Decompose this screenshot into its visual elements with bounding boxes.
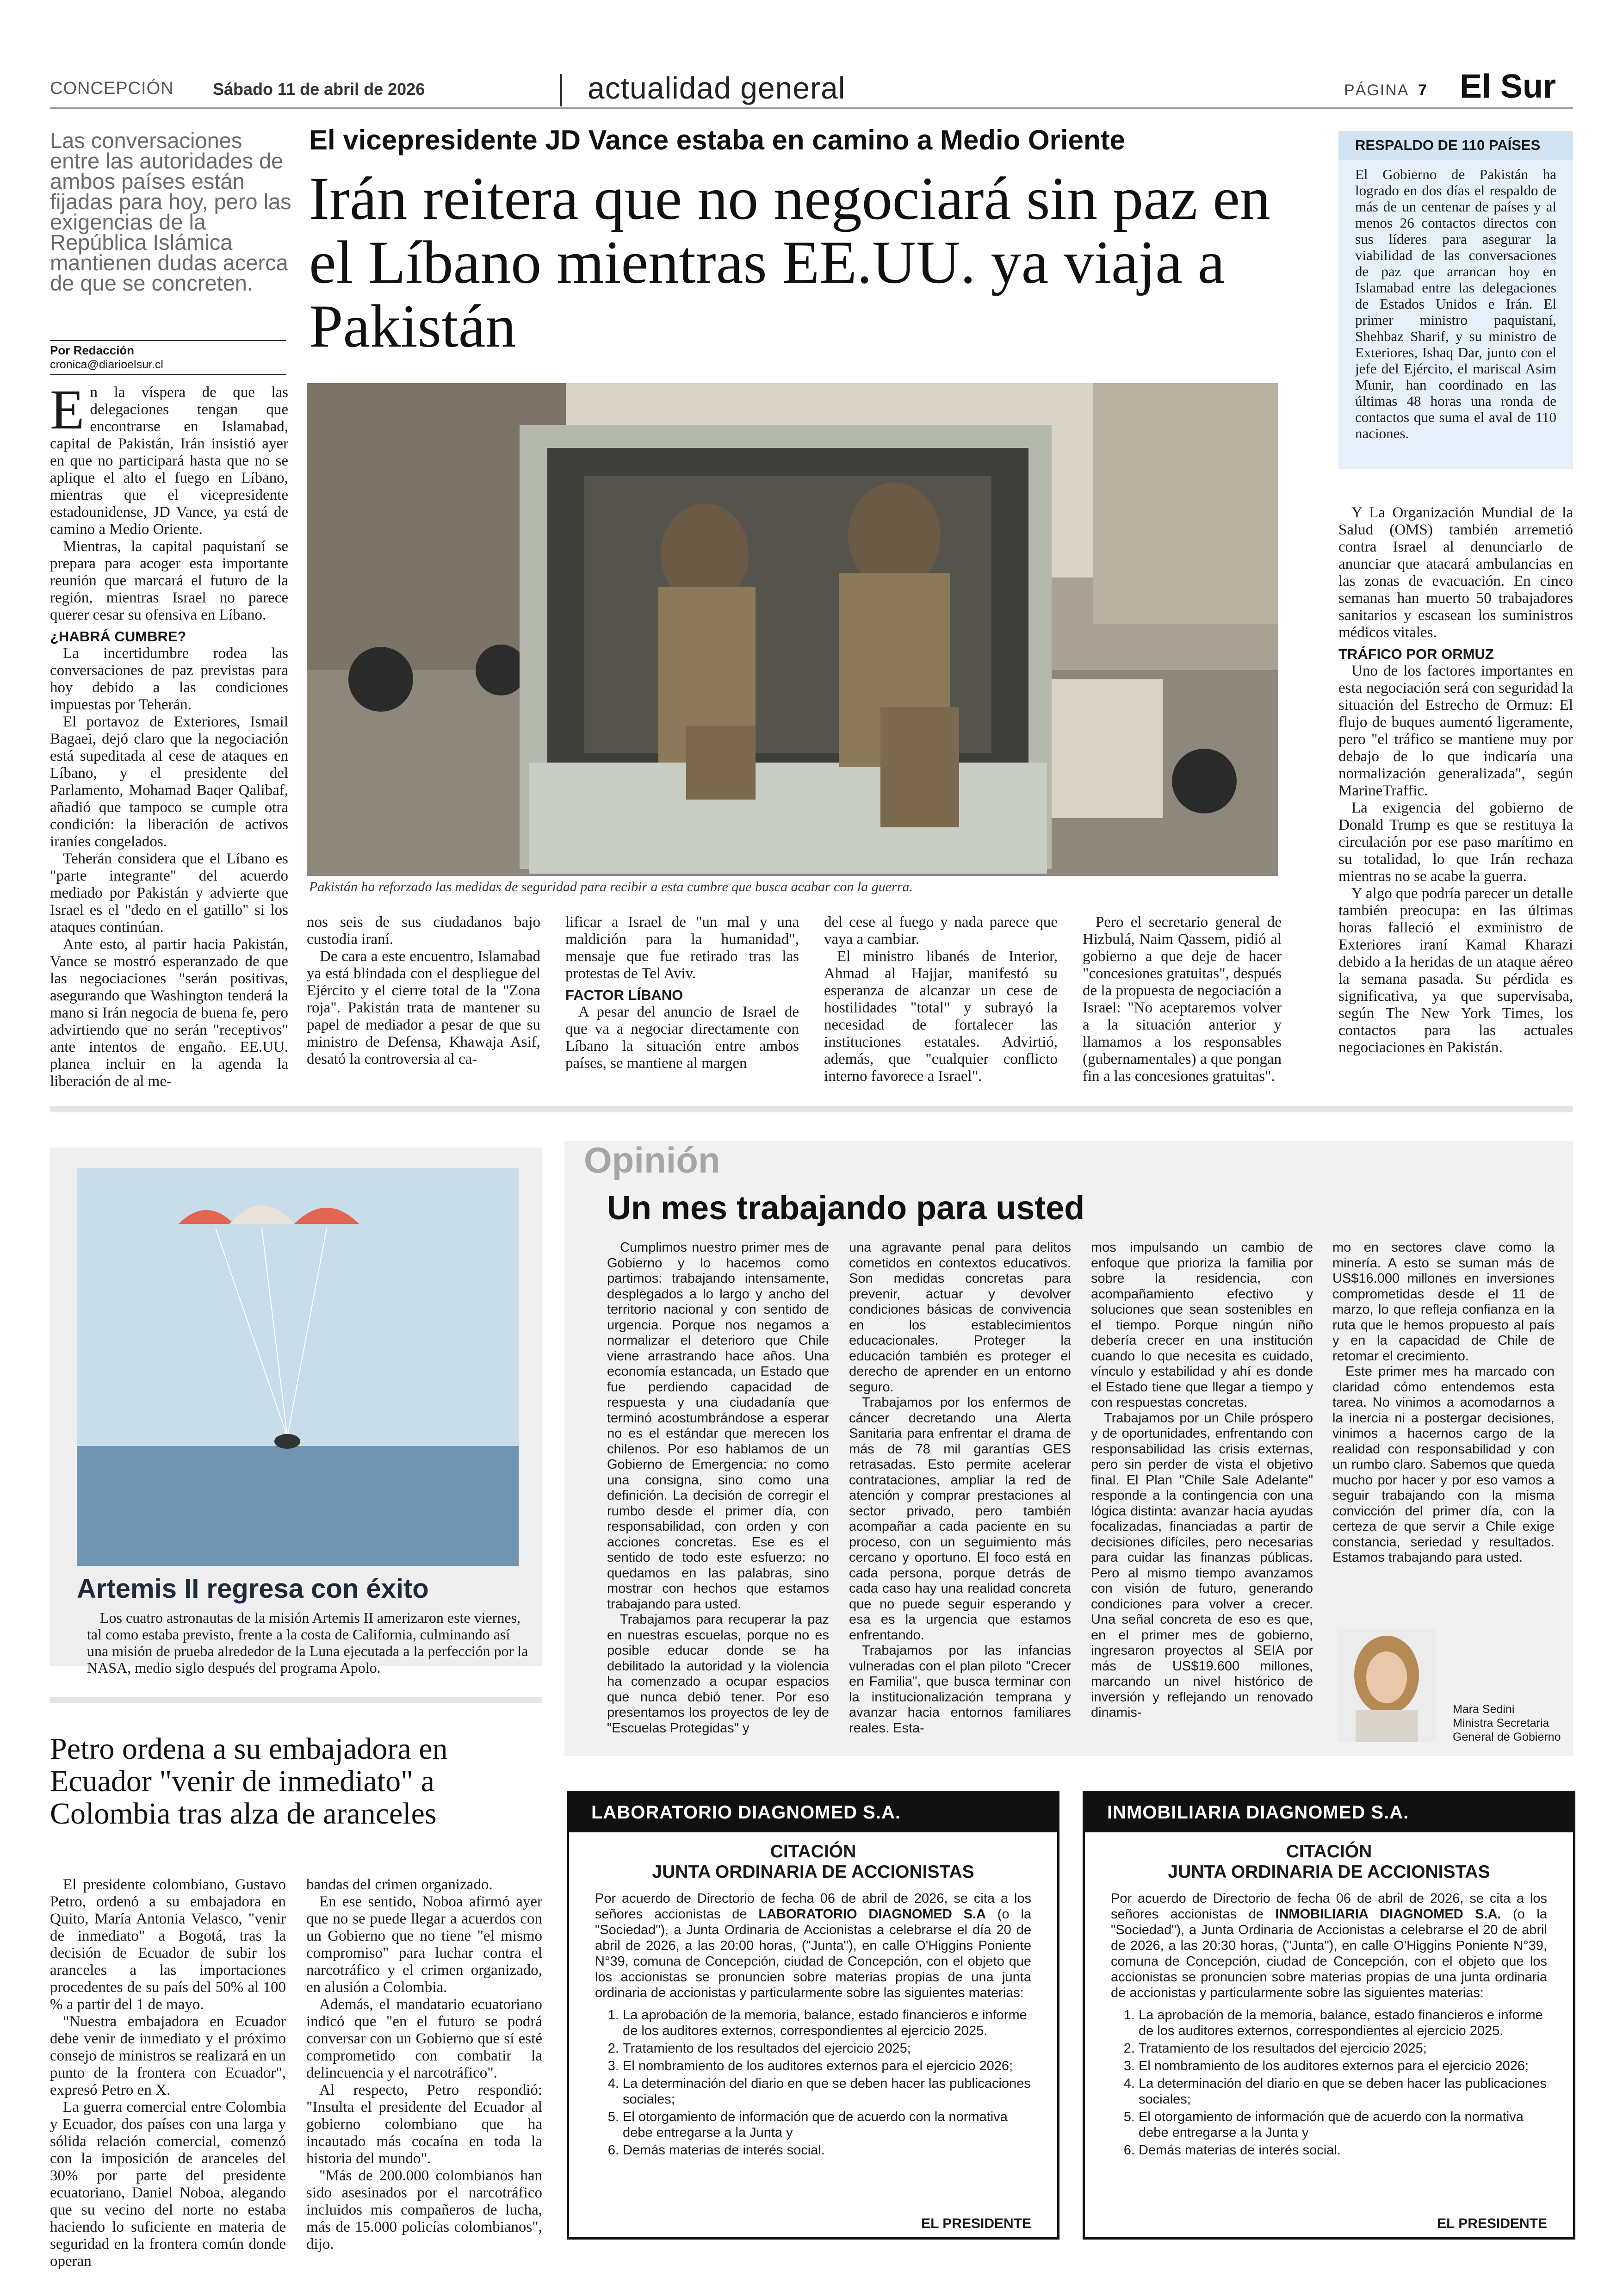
photo-caption: Pakistán ha reforzado las medidas de seguridad para recibir a esta cumbre que busca acabar con la guerra. [309, 879, 913, 894]
paragraph: El presidente colombiano, Gustavo Petro, ordenó a su embajadora en Quito, María Antonia Velasco, "venir de inmediato" a Bogotá, tras la decisión de Ecuador de subir los aranceles a las importaciones procedentes de su país del 50% al 100 % a partir del 1 de mayo. [50, 1876, 286, 2013]
byline-email: cronica@diarioelsur.cl [50, 358, 163, 371]
paragraph: Pero el secretario general de Hizbulá, Naim Qassem, pidió al gobierno a que deje de hacer "concesiones gratuitas", después de la propuesta de negociación a Israel: "No aceptaremos volver a la situación anterior y llamamos a los responsables (gubernamentales) a que pongan fin a las concesiones gratuitas". [1083, 914, 1282, 1085]
notice-title: CITACIÓN [1286, 1842, 1372, 1862]
article-column-3 [565, 914, 799, 1072]
article-column-5 [1083, 914, 1282, 1085]
notice-laboratorio [567, 1791, 1059, 2240]
article-kicker: El vicepresidente JD Vance estaba en camino a Medio Oriente [309, 124, 1126, 155]
sidebar-box [1338, 131, 1573, 469]
paragraph: mos impulsando un cambio de enfoque que prioriza la familia por sobre la residencia, con acompañamiento efectivo y soluciones que sean sostenibles en el tiempo. Porque ningún niño debería crecer en una institución cuando lo que necesita es cuidado, vínculo y estabilidad y ahí es donde el Estado tiene que llegar a tiempo y con respuestas concretas. [1091, 1240, 1313, 1410]
petro-column-1 [50, 1876, 286, 2270]
opinion-column-3 [1091, 1240, 1313, 1721]
notice-item: 2. Tratamiento de los resultados del ejercicio 2025; [1139, 2041, 1547, 2056]
author-portrait [1337, 1629, 1437, 1742]
author-role-2: General de Gobierno [1453, 1731, 1561, 1744]
paragraph: mo en sectores clave como la minería. A esto se suman más de US$16.000 millones en inversiones comprometidas desde el 11 de marzo, lo que refleja confianza en la ruta que le hemos propuesto al país y en la capacidad de Chile de retomar el crecimiento. [1332, 1240, 1555, 1364]
notice-title: CITACIÓN [770, 1842, 856, 1862]
paragraph: Mientras, la capital paquistaní se prepara para acoger esta importante reunión que marcará el futuro de la región, mientras Israel no parece querer cesar su ofensiva en Líbano. [50, 538, 288, 623]
artemis-box [50, 1148, 542, 1676]
paragraph: La guerra comercial entre Colombia y Ecuador, dos países con una larga y sólida relación comercial, comenzó con la imposición de aranceles del 30% por parte del presidente ecuatoriano, Daniel Noboa, alegando que su vecino del norte no estaba haciendo lo suficiente en materia de seguridad en la frontera común donde operan [50, 2099, 286, 2270]
article-column-right [1338, 504, 1573, 1056]
paragraph: De cara a este encuentro, Islamabad ya está blindada con el despliegue del Ejército y el cierre total de la "Zona roja". Pakistán trata de mantener su papel de mediador a pesar de que su ministro de Defensa, Khawaja Asif, desató la controversia al ca- [307, 948, 540, 1067]
notice-items [595, 2007, 1031, 2158]
article-summary: Las conversaciones entre las autoridades de ambos países están fijadas para hoy, pero las exigencias de la República Islámica mantienen dudas acerca de que se concreten. [50, 128, 291, 295]
notice-company-inline: LABORATORIO DIAGNOMED S.A [758, 1907, 986, 1922]
article-column-4 [824, 914, 1058, 1085]
article-column-1 [50, 379, 288, 1090]
notice-items [1111, 2007, 1547, 2158]
notice-company: INMOBILIARIA DIAGNOMED S.A. [1085, 1793, 1573, 1832]
notice-item: 6. Demás materias de interés social. [1139, 2142, 1547, 2158]
paragraph: Cumplimos nuestro primer mes de Gobierno y lo hacemos como partimos: trabajando intensamente, desplegados a lo largo y ancho del territorio nacional y con sentido de urgencia. Porque nos negamos a normalizar el deterioro que Chile viene arrastrando hace años. Una economía estancada, un Estado que fue perdiendo capacidad de respuesta y una ciudadanía que terminó acostumbrándose a esperar no es el estándar que merecen los chilenos. Por eso hablamos de un Gobierno de Emergencia: no como una consigna, sino como una definición. La decisión de corregir el rumbo desde el primer día, con responsabilidad, con orden y con acciones concretas. Ese es el sentido de todo este esfuerzo: no quedamos en las palabras, sino mostrar con hechos que estamos trabajando para usted. [607, 1240, 829, 1612]
paragraph: "Nuestra embajadora en Ecuador debe venir de inmediato y el próximo consejo de ministros se realizará en un punto de la frontera con Ecuador", expresó Petro en X. [50, 2013, 286, 2098]
opinion-column-4 [1332, 1240, 1555, 1566]
page-label [1344, 81, 1428, 99]
petro-divider [50, 1697, 542, 1703]
opinion-column-2 [849, 1240, 1071, 1736]
notice-signature: EL PRESIDENTE [921, 2216, 1031, 2231]
notice-subtitle: JUNTA ORDINARIA DE ACCIONISTAS [1168, 1862, 1490, 1882]
paragraph: bandas del crimen organizado. [306, 1876, 493, 1893]
page-number: 7 [1418, 81, 1428, 99]
notice-item: 4. La determinación del diario en que se deben hacer las publicaciones sociales; [623, 2076, 1031, 2107]
author-photo [1337, 1629, 1437, 1742]
brand-logo: El Sur [1460, 68, 1556, 105]
paragraph: El portavoz de Exteriores, Ismail Bagaei, dejó claro que la negociación está supeditada al cese de ataques en Líbano, y el presidente del Parlamento, Mohamad Baqer Qalibaf, añadió que tampoco se cumple otra condición: la liberación de activos iraníes congelados. [50, 714, 288, 850]
notice-item: 6. Demás materias de interés social. [623, 2142, 1031, 2158]
page-label-text: PÁGINA [1344, 81, 1408, 99]
paragraph: La incertidumbre rodea las conversaciones de paz previstas para hoy debido a las condiciones impuestas por Teherán. [50, 645, 288, 713]
paragraph: Y algo que podría parecer un detalle también preocupa: en las últimas horas falleció el exministro de Exteriores iraní Kamal Kharazi debido a la heridas de un ataque aéreo la semana pasada. Su pérdida es significativa, ya que supervisaba, según The New York Times, los contactos para las actuales negociaciones en Pakistán. [1338, 885, 1573, 1056]
section-title: actualidad general [588, 71, 846, 105]
notice-item: 3. El nombramiento de los auditores externos para el ejercicio 2026; [1139, 2058, 1547, 2074]
paragraph: El ministro libanés de Interior, Ahmad al Hajjar, manifestó su esperanza de alcanzar un cese de hostilidades "total" y subrayó la necesidad de fortalecer las instituciones estatales. Advirtió, además, que "cualquier conflicto interno favorece a Israel". [824, 948, 1058, 1085]
section-divider [50, 1106, 1573, 1112]
notice-item: 1. La aprobación de la memoria, balance, estado financieros e informe de los auditores externos, correspondientes al ejercicio 2025. [623, 2007, 1031, 2039]
paragraph: Este primer mes ha marcado con claridad cómo entendemos esta tarea. No vinimos a acomodarnos a la inercia ni a postergar decisiones, vinimos a hacernos cargo de la realidad con responsabilidad y con un rumbo claro. Sabemos que queda mucho por hacer y por eso vamos a seguir trabajando con la misma convicción del primer día, con la certeza de que servir a Chile exige constancia, seriedad y resultados. Estamos trabajando para usted. [1332, 1364, 1555, 1565]
paragraph: Ante esto, al partir hacia Pakistán, Vance se mostró esperanzado de que las negociaciones "serán positivas, asegurando que Washington tenderá la mano si Irán negocia de buena fe, pero advirtiendo que no serán "receptivos" ante intentos de engaño. EE.UU. planea incluir en la agenda la liberación de al me- [50, 936, 288, 1090]
artemis-text: Los cuatro astronautas de la misión Artemis II amerizaron este viernes, tal como estaba previsto, frente a la costa de California, culminando así una misión de prueba alrededor de la Luna ejecutada a la perfección por la NASA, medio siglo después del programa Apolo. [87, 1609, 528, 1676]
paragraph: "Más de 200.000 colombianos han sido asesinados por el narcotráfico incluidos mis compañeros de lucha, más de 15.000 policías colombianos", dijo. [306, 2167, 542, 2253]
petro-headline: Petro ordena a su embajadora en Ecuador "venir de inmediato" a Colombia tras alza de aranceles [50, 1732, 448, 1831]
notice-body-cont: (o la "Sociedad"), a Junta Ordinaria de Accionistas a celebrarse el 20 de abril de 2026, a las 20:30 horas, ("Junta"), en calle O'Higgins Poniente N°39, comuna de Concepción, ciudad de Concepción, con el objeto que los accionistas se pronuncien sobre materias propias de una junta ordinaria de accionistas y particularmente sobre las siguientes materias: [1111, 1907, 1547, 2000]
notice-body-cont: (o la "Sociedad"), a Junta Ordinaria de Accionistas a celebrarse el día 20 de abril de 2026, a las 20:00 horas, ("Junta"), en calle O'Higgins Poniente N°39, comuna de Concepción, ciudad de Concepción, con el objeto que los accionistas se pronuncien sobre materias propias de una junta ordinaria de accionistas y particularmente sobre las siguientes materias: [595, 1907, 1031, 2000]
artemis-photo [77, 1168, 519, 1566]
paragraph: La exigencia del gobierno de Donald Trump es que se restituya la circulación por ese paso marítimo en su totalidad, lo que Irán rechaza mientras no se acabe la guerra. [1338, 800, 1573, 885]
soldiers-truck-photo [307, 383, 1278, 876]
petro-column-2 [306, 1876, 542, 2253]
paragraph: nos seis de sus ciudadanos bajo custodia iraní. [307, 914, 540, 948]
paragraph: A pesar del anuncio de Israel de que va a negociar directamente con Líbano la situación entre ambos países, se mantiene al margen [565, 1004, 799, 1072]
author-role-1: Ministra Secretaria [1453, 1717, 1549, 1730]
paragraph: Uno de los factores importantes en esta negociación será con seguridad la situación del Estrecho de Ormuz: El flujo de buques aumentó ligeramente, pero "el tráfico se mantiene muy por debajo de lo que indicaría una normalización generalizada", según MarineTraffic. [1338, 663, 1573, 799]
sidebar-title: RESPALDO DE 110 PAÍSES [1338, 131, 1573, 160]
lead-paragraph: n la víspera de que las delegaciones tengan que encontrarse en Islamabad, capital de Pakistán, Irán insistió ayer en que no participará hasta que no se aplique el alto el fuego en Líbano, mientras que el vicepresidente estadounidense, JD Vance, ya está de camino a Medio Oriente. [50, 384, 288, 538]
paragraph: Trabajamos para recuperar la paz en nuestras escuelas, porque no es posible educar donde se ha debilitado la autoridad y la violencia ha comenzado a ocupar espacios que nunca debió tener. Por eso presentamos los proyectos de ley de "Escuelas Protegidas" y [607, 1612, 829, 1736]
notice-item: 5. El otorgamiento de información que de acuerdo con la normativa debe entregarse a la Junta y [1139, 2109, 1547, 2141]
byline: Por Redacción [50, 343, 135, 357]
paragraph: En ese sentido, Noboa afirmó ayer que no se puede llegar a acuerdos con un Gobierno que no tiene "el mismo compromiso" para luchar contra el narcotráfico y el crimen organizado, en alusión a Colombia. [306, 1893, 542, 1996]
paragraph: Y La Organización Mundial de la Salud (OMS) también arremetió contra Israel al denunciarlo de anunciar que atacará ambulancias en las zonas de evacuación. En cinco semanas han muerto 50 trabajadores sanitarios y escasean los suministros médicos vitales. [1338, 504, 1573, 641]
header-rule [50, 107, 1573, 109]
paragraph: Teherán considera que el Líbano es "parte integrante" del acuerdo mediado por Pakistán y advierte que Israel es el "dedo en el gatillo" si los ataques continúan. [50, 850, 288, 936]
opinion-column-1 [607, 1240, 829, 1736]
header-city: CONCEPCIÓN [50, 79, 174, 98]
sidebar-text: El Gobierno de Pakistán ha logrado en dos días el respaldo de más de un centenar de países y al menos 26 contactos directos con sus líderes para asegurar la viabilidad de las conversaciones de paz que arrancan hoy en Islamabad entre las delegaciones de Estados Unidos e Irán. El primer ministro paquistaní, Shehbaz Sharif, y su ministro de Exteriores, Ishaq Dar, junto con el jefe del Ejército, el mariscal Asim Munir, han coordinado en las últimas 48 horas una ronda de contactos que suma el aval de 110 naciones. [1355, 166, 1556, 441]
article-photo [307, 383, 1278, 876]
paragraph: Al respecto, Petro respondió: "Insulta el presidente del Ecuador al gobierno colombiano que ha incautado más cocaína en toda la historia del mundo". [306, 2082, 542, 2167]
paragraph: una agravante penal para delitos cometidos en contextos educativos. Son medidas concretas para prevenir, actuar y devolver condiciones básicas de convivencia en los establecimientos educacionales. Proteger la educación también es proteger el derecho de aprender en un entorno seguro. [849, 1240, 1071, 1395]
paragraph: Además, el mandatario ecuatoriano indicó que "en el futuro se podrá conversar con un Gobierno que sí esté comprometido con combatir la delincuencia y el narcotráfico". [306, 1996, 542, 2081]
notice-subtitle: JUNTA ORDINARIA DE ACCIONISTAS [652, 1862, 974, 1882]
notice-item: 3. El nombramiento de los auditores externos para el ejercicio 2026; [623, 2058, 1031, 2074]
notice-item: 5. El otorgamiento de información que de acuerdo con la normativa debe entregarse a la Junta y [623, 2109, 1031, 2141]
paragraph: Trabajamos por un Chile próspero y de oportunidades, enfrentando con responsabilidad las crisis externas, pero sin perder de vista el objetivo final. El Plan "Chile Sale Adelante" responde a la contingencia con una lógica distinta: avanzar hacia ayudas focalizadas, financiadas a partir de decisiones difíciles, pero necesarias para cuidar las finanzas públicas. Pero al mismo tiempo avanzamos con visión de futuro, generando condiciones para volver a crecer. Una señal concreta de eso es que, en el primer mes de gobierno, ingresaron proyectos al SEIA por más de US$19.600 millones, marcando un nivel histórico de inversión y reflejando un renovado dinamis- [1091, 1410, 1313, 1720]
notice-item: 4. La determinación del diario en que se deben hacer las publicaciones sociales; [1139, 2076, 1547, 2107]
header-date: Sábado 11 de abril de 2026 [213, 80, 425, 99]
notice-company: LABORATORIO DIAGNOMED S.A. [569, 1793, 1057, 1832]
notice-body: Por acuerdo de Directorio de fecha 06 de abril de 2026, se cita a los señores accionistas de [1111, 1891, 1547, 1922]
paragraph: Trabajamos por los enfermos de cáncer decretando una Alerta Sanitaria para enfrentar el drama de más de 78 mil garantías GES retrasadas. Esto permite acelerar contrataciones, ampliar la red de atención y comprar prestaciones al sector privado, pero también acompañar a cada paciente en su proceso, con un seguimiento más cercano y oportuno. El foco está en cada persona, porque detrás de cada caso hay una realidad concreta que no puede seguir esperando y esa es la urgencia que estamos enfrentando. [849, 1395, 1071, 1643]
paragraph: Trabajamos por las infancias vulneradas con el plan piloto "Crecer en Familia", que busca terminar con la institucionalización temprana y avanzar hacia entornos familiares reales. Esta- [849, 1643, 1071, 1736]
article-column-2 [307, 914, 540, 1068]
notice-item: 1. La aprobación de la memoria, balance, estado financieros e informe de los auditores externos, correspondientes al ejercicio 2025. [1139, 2007, 1547, 2039]
notice-item: 2. Tratamiento de los resultados del ejercicio 2025; [623, 2041, 1031, 2056]
paragraph: lificar a Israel de "un mal y una maldición para la humanidad", mensaje que fue retirado tras las protestas de Tel Aviv. [565, 914, 799, 982]
byline-rule [50, 340, 286, 341]
author-name: Mara Sedini [1453, 1703, 1515, 1716]
dropcap: E [50, 379, 85, 441]
header-divider [560, 74, 562, 106]
notice-inmobiliaria [1083, 1791, 1575, 2240]
opinion-headline: Un mes trabajando para usted [607, 1190, 1085, 1227]
subhead: ¿HABRÁ CUMBRE? [50, 628, 186, 645]
notice-body: Por acuerdo de Directorio de fecha 06 de abril de 2026, se cita a los señores accionistas de [595, 1891, 1031, 1922]
paragraph: del cese al fuego y nada parece que vaya a cambiar. [824, 914, 1058, 948]
opinion-label: Opinión [584, 1140, 720, 1180]
artemis-title: Artemis II regresa con éxito [77, 1574, 429, 1604]
byline-rule-2 [50, 374, 286, 375]
notice-signature: EL PRESIDENTE [1437, 2216, 1547, 2231]
subhead: TRÁFICO POR ORMUZ [1338, 646, 1494, 662]
subhead: FACTOR LÍBANO [565, 987, 683, 1003]
notice-company-inline: INMOBILIARIA DIAGNOMED S.A. [1275, 1907, 1501, 1922]
article-headline: Irán reitera que no negociará sin paz en el Líbano mientras EE.UU. ya viaja a Pakistán [309, 164, 1270, 360]
